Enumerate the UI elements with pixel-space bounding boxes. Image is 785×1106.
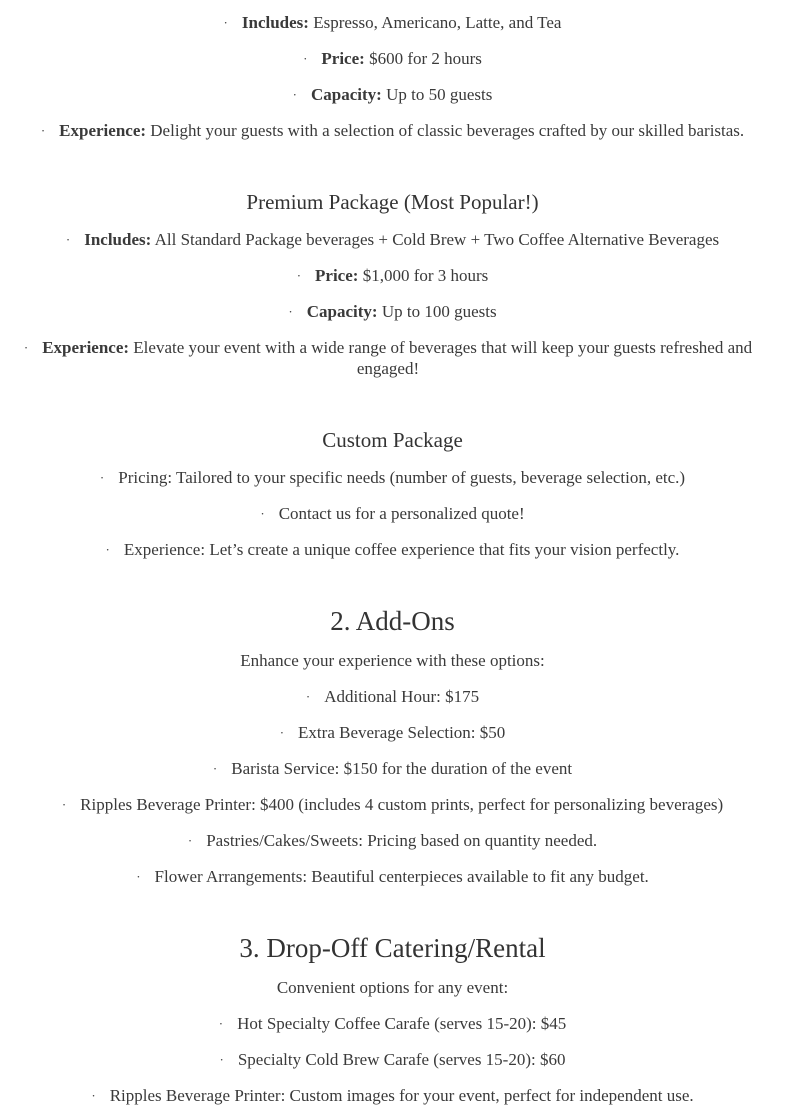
bullet-icon: · [260, 506, 265, 521]
bullet-icon: · [65, 232, 71, 247]
item-label: Includes: [84, 230, 152, 249]
premium-capacity [0, 301, 785, 322]
bullet-icon: · [279, 725, 285, 740]
addon-item [0, 722, 785, 743]
item-text: Additional Hour: $175 [324, 687, 480, 706]
standard-capacity [0, 84, 785, 105]
bullet-icon: · [288, 304, 293, 319]
item-text: Barista Service: $150 for the duration of the event [231, 759, 573, 778]
item-text: Experience: Let’s create a unique coffee experience that fits your vision perfectly. [123, 540, 680, 559]
bullet-icon: · [296, 268, 302, 283]
bullet-icon: · [219, 1052, 224, 1067]
bullet-icon: · [40, 123, 46, 138]
standard-price [0, 48, 785, 69]
item-text: $600 for 2 hours [364, 49, 482, 68]
item-text: Delight your guests with a selection of classic beverages crafted by our skilled baristas. [146, 121, 745, 140]
bullet-icon: · [303, 51, 308, 66]
custom-package-heading: Custom Package [322, 428, 463, 452]
item-text: Pastries/Cakes/Sweets: Pricing based on quantity needed. [206, 831, 598, 850]
addon-item [0, 758, 785, 779]
item-text: Espresso, Americano, Latte, and Tea [308, 13, 562, 32]
addon-item [0, 830, 785, 851]
item-label: Price: [315, 266, 359, 285]
bullet-icon: · [223, 15, 228, 30]
item-label: Capacity: [311, 85, 382, 104]
item-text: Contact us for a personalized quote! [278, 504, 525, 523]
bullet-icon: · [218, 1016, 224, 1031]
addons-heading: 2. Add-Ons [330, 606, 455, 636]
custom-experience [0, 539, 785, 560]
item-text: Ripples Beverage Printer: Custom images for your event, perfect for independent use. [109, 1086, 694, 1105]
bullet-icon: · [305, 689, 311, 704]
custom-contact [0, 503, 785, 524]
premium-experience [8, 337, 768, 379]
dropoff-item [0, 1013, 785, 1034]
item-label: Experience: [59, 121, 147, 140]
bullet-icon: · [61, 797, 67, 812]
item-text: Specialty Cold Brew Carafe (serves 15-20): $60 [237, 1050, 566, 1069]
dropoff-item [0, 1085, 785, 1106]
bullet-icon: · [91, 1088, 96, 1103]
dropoff-heading: 3. Drop-Off Catering/Rental [239, 933, 546, 963]
standard-includes [0, 12, 785, 33]
bullet-icon: · [99, 470, 105, 485]
bullet-icon: · [105, 542, 110, 557]
custom-pricing [0, 467, 785, 488]
standard-experience [0, 120, 785, 141]
item-label: Price: [321, 49, 365, 68]
premium-package-heading: Premium Package (Most Popular!) [246, 190, 539, 214]
addon-item [0, 794, 785, 815]
bullet-icon: · [187, 833, 193, 848]
addon-item [0, 686, 785, 707]
bullet-icon: · [136, 869, 141, 884]
bullet-icon: · [292, 87, 297, 102]
item-text: $1,000 for 3 hours [358, 266, 489, 285]
item-text: Ripples Beverage Printer: $400 (includes 4 custom prints, perfect for personalizing beverages) [80, 795, 724, 814]
item-label: Includes: [241, 13, 309, 32]
item-label: Capacity: [306, 302, 378, 321]
item-text: Up to 100 guests [377, 302, 497, 321]
premium-price [0, 265, 785, 286]
dropoff-item [0, 1049, 785, 1070]
item-text: Elevate your event with a wide range of beverages that will keep your guests refreshed and engaged! [129, 338, 753, 378]
item-text: Up to 50 guests [381, 85, 493, 104]
bullet-icon: · [23, 340, 29, 355]
bullet-icon: · [212, 761, 218, 776]
item-text: Pricing: Tailored to your specific needs (number of guests, beverage selection, etc.) [118, 468, 686, 487]
premium-includes [0, 229, 785, 250]
item-label: Experience: [42, 338, 130, 357]
addon-item [0, 866, 785, 887]
addons-intro: Enhance your experience with these options: [240, 651, 545, 670]
item-text: Flower Arrangements: Beautiful centerpieces available to fit any budget. [154, 867, 649, 886]
item-text: Extra Beverage Selection: $50 [298, 723, 506, 742]
item-text: Hot Specialty Coffee Carafe (serves 15-20): $45 [237, 1014, 567, 1033]
item-text: All Standard Package beverages + Cold Brew + Two Coffee Alternative Beverages [151, 230, 720, 249]
dropoff-intro: Convenient options for any event: [276, 978, 509, 997]
